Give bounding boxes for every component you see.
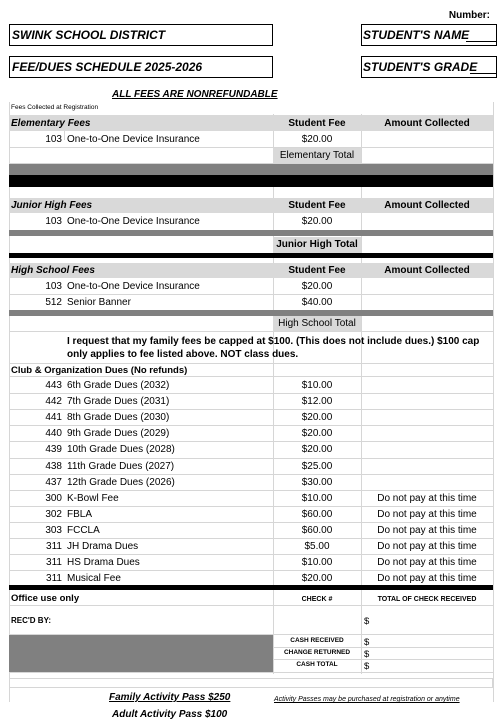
club-row-fee: $20.00: [301, 573, 333, 584]
elementary-row-item: One-to-One Device Insurance: [67, 134, 200, 145]
club-row-item: 12th Grade Dues (2026): [67, 477, 175, 488]
club-row-code: 438: [45, 461, 62, 472]
club-row-fee: $30.00: [301, 477, 333, 488]
check-total-dollar: $: [364, 616, 370, 627]
junior-high-student-fee-header: Student Fee: [288, 200, 346, 211]
student-name-label: STUDENT'S NAME: [363, 28, 470, 42]
junior-high-row-amount-cell[interactable]: [362, 214, 493, 229]
club-row-code: 442: [45, 396, 62, 407]
junior-high-heading: Junior High Fees: [11, 200, 93, 211]
high-school-row-2-code: 512: [45, 297, 62, 308]
club-row-fee: $10.00: [301, 380, 333, 391]
club-row-item: 8th Grade Dues (2030): [67, 412, 170, 423]
club-row-amount-cell[interactable]: [362, 441, 493, 456]
club-row-amount-cell[interactable]: [362, 377, 493, 392]
high-school-row-2-fee: $40.00: [301, 297, 333, 308]
junior-high-total-amount-cell[interactable]: [362, 237, 493, 253]
club-row-fee: $20.00: [301, 444, 333, 455]
junior-high-row-fee: $20.00: [301, 216, 333, 227]
elementary-row-amount-cell[interactable]: [362, 132, 493, 147]
junior-high-row-code: 103: [45, 216, 62, 227]
high-school-row-2-item: Senior Banner: [67, 297, 131, 308]
club-row-amount-cell[interactable]: [362, 474, 493, 489]
recd-by-label: REC'D BY:: [11, 616, 51, 625]
club-row-item: Musical Fee: [67, 573, 121, 584]
junior-high-amount-collected-header: Amount Collected: [384, 200, 470, 211]
club-row-note: Do not pay at this time: [377, 557, 477, 568]
junior-high-row-item: One-to-One Device Insurance: [67, 216, 200, 227]
elementary-total-amount-cell[interactable]: [362, 148, 493, 163]
check-number-field[interactable]: [274, 606, 361, 634]
activity-pass-note: Activity Passes may be purchased at registration or anytime: [274, 696, 460, 703]
club-row-item: JH Drama Dues: [67, 541, 139, 552]
junior-high-black-bar: [9, 253, 493, 258]
high-school-row-1-item: One-to-One Device Insurance: [67, 281, 200, 292]
club-row-item: 7th Grade Dues (2031): [67, 396, 170, 407]
club-row-code: 302: [45, 509, 62, 520]
club-row-amount-cell[interactable]: [362, 425, 493, 440]
nonrefundable-notice: ALL FEES ARE NONREFUNDABLE: [112, 89, 278, 100]
office-use-label: Office use only: [11, 593, 80, 604]
junior-high-gray-row: [9, 230, 493, 236]
club-row-item: HS Drama Dues: [67, 557, 140, 568]
high-school-heading: High School Fees: [11, 265, 95, 276]
family-activity-pass: Family Activity Pass $250: [109, 692, 231, 703]
club-row-item: 6th Grade Dues (2032): [67, 380, 170, 391]
club-row-code: 437: [45, 477, 62, 488]
district-name: SWINK SCHOOL DISTRICT: [12, 28, 166, 42]
club-row-amount-cell[interactable]: [362, 458, 493, 473]
club-row-note: Do not pay at this time: [377, 525, 477, 536]
fees-collected-label: Fees Collected at Registration: [11, 104, 99, 111]
elementary-heading: Elementary Fees: [11, 118, 91, 129]
high-school-row-1-code: 103: [45, 281, 62, 292]
high-school-total-amount-cell[interactable]: [362, 316, 493, 331]
club-row-code: 300: [45, 493, 62, 504]
high-school-student-fee-header: Student Fee: [288, 265, 346, 276]
adult-activity-pass: Adult Activity Pass $100: [112, 709, 228, 720]
club-row-amount-cell[interactable]: [362, 409, 493, 424]
club-row-code: 311: [46, 573, 62, 584]
club-row-fee: $20.00: [301, 412, 333, 423]
club-row-item: FCCLA: [67, 525, 100, 536]
club-row-fee: $5.00: [304, 541, 330, 552]
club-row-code: 303: [45, 525, 62, 536]
club-row-code: 311: [46, 557, 62, 568]
clubs-heading: Club & Organization Dues (No refunds): [11, 365, 188, 376]
total-of-check-label: TOTAL OF CHECK RECEIVED: [377, 596, 477, 603]
club-row-fee: $60.00: [301, 509, 333, 520]
club-row-code: 441: [45, 412, 62, 423]
cap-checkbox-cell[interactable]: [10, 332, 64, 363]
student-grade-label: STUDENT'S GRADE: [363, 60, 478, 74]
elementary-row-fee: $20.00: [301, 134, 333, 145]
cash-received-dollar: $: [364, 637, 370, 648]
cash-total-label: CASH TOTAL: [296, 661, 338, 668]
check-number-label: CHECK #: [301, 596, 333, 603]
club-row-note: Do not pay at this time: [377, 493, 477, 504]
high-school-total-label: High School Total: [278, 318, 356, 329]
club-row-code: 443: [45, 380, 62, 391]
high-school-row-1-fee: $20.00: [301, 281, 333, 292]
club-row-item: 9th Grade Dues (2029): [67, 428, 170, 439]
club-row-fee: $20.00: [301, 428, 333, 439]
elementary-student-fee-header: Student Fee: [288, 118, 346, 129]
club-row-code: 311: [46, 541, 62, 552]
club-row-note: Do not pay at this time: [377, 509, 477, 520]
club-row-fee: $12.00: [301, 396, 333, 407]
cap-notice: I request that my family fees be capped at $100. (This does not include dues.) $100 cap only applies to fee listed above. NOT class dues.: [67, 336, 480, 360]
separator-gray: [9, 164, 493, 175]
office-black-bar: [9, 585, 493, 590]
cash-received-label: CASH RECEIVED: [290, 637, 344, 644]
club-row-fee: $25.00: [301, 461, 333, 472]
club-row-item: 10th Grade Dues (2028): [67, 444, 175, 455]
recd-by-field[interactable]: [64, 606, 273, 634]
student-grade-underline: [470, 73, 496, 74]
schedule-title: FEE/DUES SCHEDULE 2025-2026: [12, 60, 203, 74]
club-row-note: Do not pay at this time: [377, 573, 477, 584]
club-row-item: K-Bowl Fee: [67, 493, 119, 504]
elementary-amount-collected-header: Amount Collected: [384, 118, 470, 129]
student-name-underline: [466, 41, 496, 42]
club-row-note: Do not pay at this time: [377, 541, 477, 552]
cash-total-dollar: $: [364, 661, 370, 672]
club-row-item: FBLA: [67, 509, 93, 520]
elementary-total-label: Elementary Total: [279, 150, 355, 161]
club-row-code: 440: [45, 428, 62, 439]
club-row-fee: $10.00: [301, 493, 333, 504]
club-row-fee: $60.00: [301, 525, 333, 536]
office-gray-block: [9, 635, 273, 672]
club-row-code: 439: [45, 444, 62, 455]
club-row-fee: $10.00: [301, 557, 333, 568]
blank-box: [9, 678, 493, 688]
elementary-row-code: 103: [45, 134, 62, 145]
number-label: Number:: [448, 10, 490, 21]
separator-black: [9, 175, 493, 187]
club-row-item: 11th Grade Dues (2027): [67, 461, 175, 472]
change-returned-dollar: $: [364, 649, 370, 660]
high-school-amount-collected-header: Amount Collected: [384, 265, 470, 276]
club-row-amount-cell[interactable]: [362, 393, 493, 408]
change-returned-label: CHANGE RETURNED: [283, 649, 351, 656]
junior-high-total-label: Junior High Total: [276, 239, 358, 250]
